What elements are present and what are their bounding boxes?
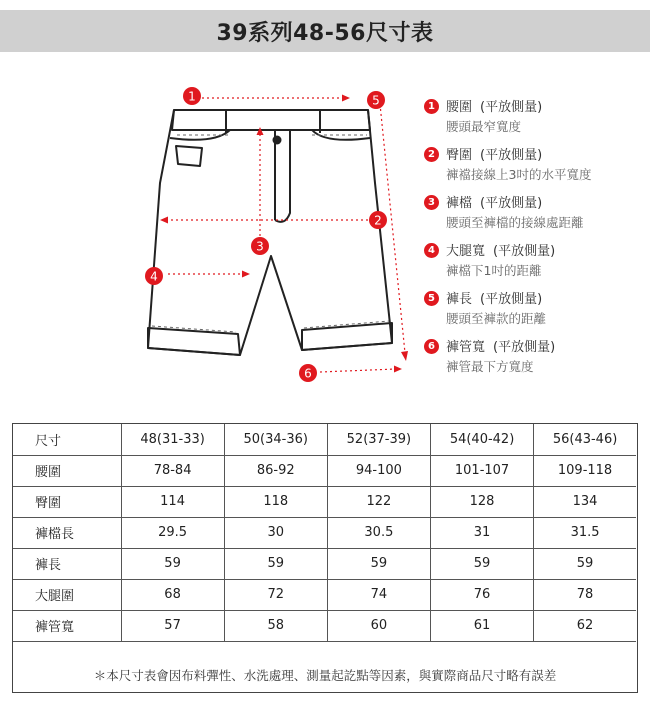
marker-3-icon — [251, 237, 269, 255]
legend-description: 褲管最下方寬度 — [446, 359, 534, 374]
table-cell: 134 — [534, 486, 636, 517]
legend-name — [446, 288, 542, 307]
legend-number-badge: 6 — [424, 339, 439, 354]
table-row — [13, 486, 636, 517]
table-cell: 109-118 — [534, 455, 636, 486]
table-cell: 68 — [121, 579, 224, 610]
legend-method: (平放側量) — [480, 148, 543, 163]
legend-description: 腰頭至褲款的距離 — [446, 311, 547, 326]
legend-item-hip — [424, 144, 644, 192]
legend-name — [446, 336, 555, 355]
table-cell: 122 — [327, 486, 430, 517]
table-header-row — [13, 424, 636, 455]
table-header-cell: 50(34-36) — [224, 424, 327, 455]
size-table-box — [12, 423, 638, 693]
marker-6-icon — [299, 364, 317, 382]
table-cell: 59 — [534, 548, 636, 579]
legend-number-badge: 3 — [424, 195, 439, 210]
legend-description: 褲檔下1吋的距離 — [446, 263, 542, 278]
table-cell: 59 — [224, 548, 327, 579]
table-cell: 128 — [430, 486, 533, 517]
legend-name-text: 褲管寬 — [446, 340, 486, 355]
table-cell: 60 — [327, 610, 430, 641]
svg-text:3: 3 — [256, 239, 264, 254]
legend-method: (平放側量) — [480, 196, 543, 211]
table-cell: 118 — [224, 486, 327, 517]
table-row-label: 褲長 — [13, 548, 121, 579]
legend-name-text: 褲檔 — [446, 196, 473, 211]
table-cell: 114 — [121, 486, 224, 517]
table-cell: 101-107 — [430, 455, 533, 486]
table-cell: 78-84 — [121, 455, 224, 486]
legend-number-badge: 4 — [424, 243, 439, 258]
legend-name-text: 大腿寬 — [446, 244, 486, 259]
disclaimer-note: ＊本尺寸表會因布料彈性、水洗處理、測量起訖點等因素，與實際商品尺寸略有誤差 — [93, 668, 557, 683]
table-cell: 30.5 — [327, 517, 430, 548]
page-title: 39系列48-56尺寸表 — [216, 20, 434, 46]
svg-text:1: 1 — [188, 89, 196, 104]
table-row — [13, 517, 636, 548]
legend-item-rise — [424, 192, 644, 240]
table-row-label: 褲檔長 — [13, 517, 121, 548]
svg-text:2: 2 — [374, 213, 382, 228]
title-bar — [0, 10, 650, 52]
table-header-cell: 尺寸 — [13, 424, 121, 455]
legend-method: (平放側量) — [493, 340, 556, 355]
table-header-cell: 56(43-46) — [534, 424, 636, 455]
table-cell: 31 — [430, 517, 533, 548]
table-cell: 30 — [224, 517, 327, 548]
table-cell: 59 — [327, 548, 430, 579]
table-cell: 59 — [430, 548, 533, 579]
legend-item-hem — [424, 336, 644, 384]
legend-number-badge: 5 — [424, 291, 439, 306]
svg-text:5: 5 — [372, 93, 380, 108]
table-row — [13, 579, 636, 610]
table-cell: 74 — [327, 579, 430, 610]
table-cell: 86-92 — [224, 455, 327, 486]
table-row-label: 臀圍 — [13, 486, 121, 517]
table-row-label: 腰圍 — [13, 455, 121, 486]
table-cell: 61 — [430, 610, 533, 641]
legend-item-thigh — [424, 240, 644, 288]
table-header-cell: 54(40-42) — [430, 424, 533, 455]
marker-5-icon — [367, 91, 385, 109]
svg-text:4: 4 — [150, 269, 158, 284]
legend-method: (平放側量) — [480, 100, 543, 115]
legend-description: 褲襠接線上3吋的水平寬度 — [446, 167, 592, 182]
marker-1-icon — [183, 87, 201, 105]
table-cell: 31.5 — [534, 517, 636, 548]
legend-name — [446, 96, 542, 115]
table-row — [13, 455, 636, 486]
table-cell: 59 — [121, 548, 224, 579]
size-table — [13, 424, 636, 642]
marker-4-icon — [145, 267, 163, 285]
legend-method: (平放側量) — [493, 244, 556, 259]
table-cell: 78 — [534, 579, 636, 610]
legend-number-badge: 1 — [424, 99, 439, 114]
legend-name-text: 褲長 — [446, 292, 473, 307]
legend-number-badge: 2 — [424, 147, 439, 162]
table-cell: 57 — [121, 610, 224, 641]
table-cell: 94-100 — [327, 455, 430, 486]
legend-name-text: 腰圍 — [446, 100, 473, 115]
shorts-diagram — [130, 78, 430, 388]
table-cell: 76 — [430, 579, 533, 610]
svg-text:6: 6 — [304, 366, 312, 381]
legend-name — [446, 192, 542, 211]
table-header-cell: 52(37-39) — [327, 424, 430, 455]
table-cell: 62 — [534, 610, 636, 641]
measurement-legend — [424, 96, 644, 384]
table-header-cell: 48(31-33) — [121, 424, 224, 455]
legend-description: 腰頭至褲檔的接線處距離 — [446, 215, 584, 230]
legend-name — [446, 240, 555, 259]
marker-2-icon — [369, 211, 387, 229]
legend-item-waist — [424, 96, 644, 144]
legend-item-length — [424, 288, 644, 336]
table-row-label: 褲管寬 — [13, 610, 121, 641]
legend-method: (平放側量) — [480, 292, 543, 307]
legend-name — [446, 144, 542, 163]
legend-name-text: 臀圍 — [446, 148, 473, 163]
table-cell: 29.5 — [121, 517, 224, 548]
table-cell: 72 — [224, 579, 327, 610]
table-row — [13, 610, 636, 641]
table-row — [13, 548, 636, 579]
table-cell: 58 — [224, 610, 327, 641]
table-row-label: 大腿圍 — [13, 579, 121, 610]
legend-description: 腰頭最窄寬度 — [446, 119, 522, 134]
